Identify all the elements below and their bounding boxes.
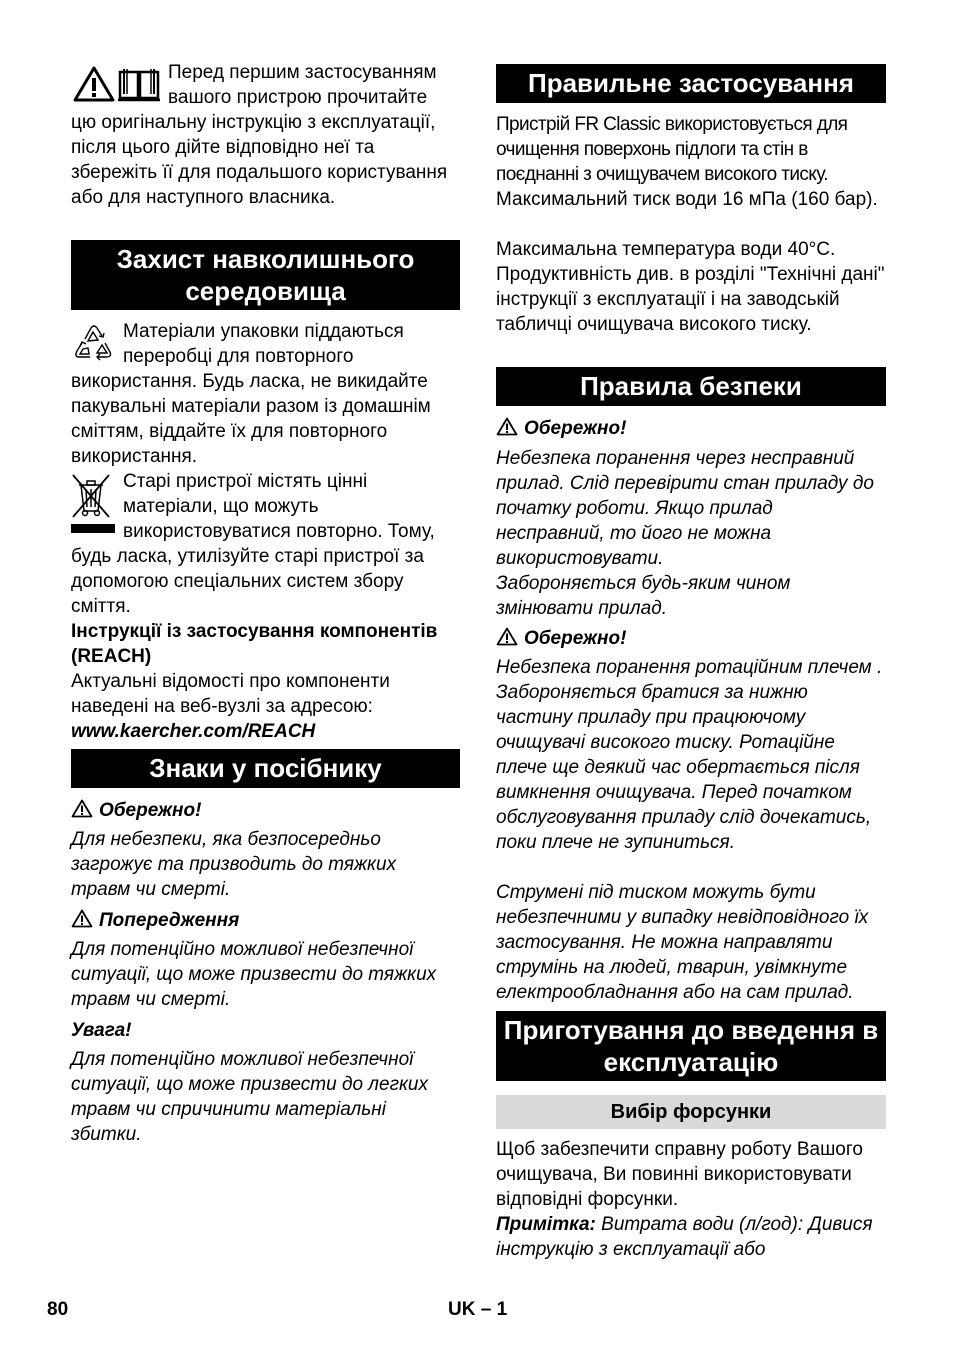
prep-note: [496, 1212, 886, 1262]
safety-w2-text1: Небезпека поранення ротаційним плечем . Забороняється братися за нижню частину приладу при працюючому очищувачі високого тиску. Ротаційне плече ще деякий час обертається після вимкнення очищувача. Перед початком обслуговування приладу слід дочекатись, поки плече не зупиниться.: [496, 657, 883, 853]
danger-label-text: Обережно!: [99, 800, 202, 821]
recycle-paragraph: [71, 319, 460, 469]
warning-label-text: Попередження: [99, 910, 240, 931]
intro-line-1: Перед першим застосуванням: [168, 62, 437, 83]
warning-triangle-icon: [71, 799, 93, 818]
reach-url[interactable]: www.kaercher.com/REACH: [71, 721, 316, 742]
safety-w2-label: [496, 626, 886, 651]
devices-paragraph: [71, 469, 460, 619]
warning-triangle-icon: [496, 417, 518, 436]
prep-note-label: Примітка:: [496, 1214, 596, 1235]
safety-w1-text2: Забороняється будь-яким чином змінювати прилад.: [496, 573, 791, 619]
open-book-icon: [117, 66, 161, 102]
danger-label: [71, 798, 460, 823]
warning-text: Для потенційно можливої небезпечної ситуації, що може призвести до тяжких травм чи смерті.: [71, 939, 437, 1010]
prep-p1: Щоб забезпечити справну роботу Вашого очищувача, Ви повинні використовувати відповідні форсунки.: [496, 1139, 863, 1210]
prep-heading: Приготування до введення в експлуатацію: [496, 1011, 886, 1081]
safety-heading: Правила безпеки: [496, 367, 886, 406]
signs-heading: Знаки у посібнику: [71, 749, 460, 788]
proper-use-heading: Правильне застосування: [496, 64, 886, 103]
caution-label: Увага!: [71, 1020, 132, 1041]
crossed-bin-icon: [71, 473, 111, 519]
prep-subheading: Вибір форсунки: [496, 1095, 886, 1129]
footer-section: UK – 1: [448, 1299, 508, 1320]
env-heading: Захист навколишнього середовища: [71, 240, 460, 310]
warning-label: [71, 908, 460, 933]
weee-icon-wrap: [71, 469, 117, 544]
safety-w1-label-text: Обережно!: [524, 418, 627, 439]
weee-bar: [71, 524, 115, 533]
prep-note-text: Витрата води (л/год): Дивися інструкцію з експлуатації або: [496, 1214, 873, 1260]
recycle-icon: [71, 321, 117, 363]
safety-w1-text1: Небезпека поранення через несправний прилад. Слід перевірити стан приладу до початку роботи. Якщо прилад несправний, то його не можна використовувати.: [496, 448, 874, 569]
safety-w1-label: [496, 416, 886, 441]
warning-triangle-icon: [73, 66, 115, 102]
safety-w2-text2: Струмені під тиском можуть бути небезпечними у випадку невідповідного їх застосування. Не можна направляти струмінь на людей, тварин, увімкнуте електрообладнання або на сам прилад.: [496, 882, 869, 1003]
warning-triangle-icon: [496, 627, 518, 646]
proper-use-p2: Максимальний тиск води 16 мПа (160 бар).: [496, 189, 878, 210]
recycle-text: Матеріали упаковки піддаються переробці для повторного використання. Будь ласка, не викидайте пакувальні матеріали разом із домашнім сміттям, віддайте їх для повторного використання.: [71, 321, 431, 467]
devices-text: Старі пристрої містять цінні матеріали, що можуть використовуватися повторно. Тому, будь ласка, утилізуйте старі пристрої за допомогою спеціальних систем збору сміття.: [71, 471, 435, 617]
proper-use-p4: Продуктивність див. в розділі "Технічні дані" інструкції з експлуатації і на заводській табличці очищувача високого тиску.: [496, 264, 885, 335]
intro-icons: [73, 66, 163, 104]
warning-triangle-icon: [71, 909, 93, 928]
page-number: 80: [47, 1299, 69, 1320]
reach-text: Актуальні відомості про компоненти наведені на веб-вузлі за адресою:: [71, 671, 390, 717]
intro-line-2: вашого пристрою прочитайте: [168, 87, 428, 108]
proper-use-p3: Максимальна температура води 40°С.: [496, 239, 836, 260]
caution-text: Для потенційно можливої небезпечної ситуації, що може призвести до легких травм чи спричинити матеріальні збитки.: [71, 1049, 429, 1145]
intro-text: цю оригінальну інструкцію з експлуатації, після цього дійте відповідно неї та збережіть її для подальшого користування або для наступного власника.: [71, 112, 448, 208]
reach-title: Інструкції із застосування компонентів (REACH): [71, 621, 438, 667]
danger-text: Для небезпеки, яка безпосередньо загрожує та призводить до тяжких травм чи смерті.: [71, 829, 397, 900]
safety-w2-label-text: Обережно!: [524, 628, 627, 649]
proper-use-p1: Пристрій FR Classic використовується для очищення поверхонь підлоги та стін в поєднанні з очищувачем високого тиску.: [496, 114, 848, 185]
